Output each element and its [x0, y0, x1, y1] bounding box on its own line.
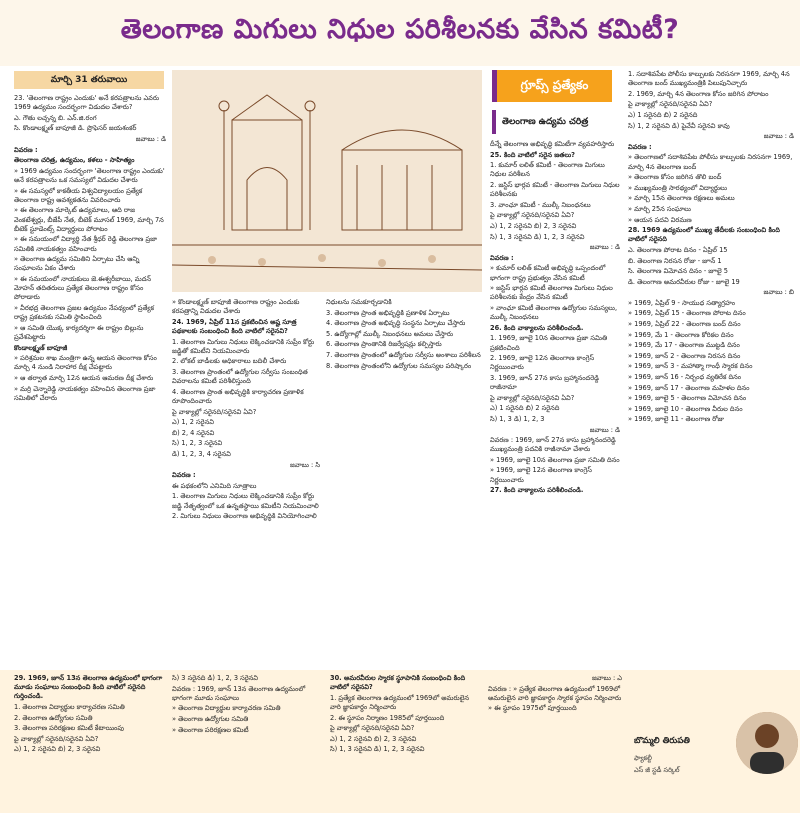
prompt: పై వాక్యాల్లో సరైనది/సరైనవి ఏవి? — [330, 724, 415, 733]
option-line: సి) 1, 3 డి) 1, 2, 3 — [490, 414, 545, 423]
answer: జవాబు : డి — [135, 134, 166, 143]
bullet: » ఈ తెలంగాణ మార్కెట్ ఉద్యమాలు, ఆది రాజ వెంకటేశ్వర్లు, బీజేపీ నేత, బీటెక్ మూసల్ 1969, మార్చి 7న బీటెక్ స్టూడెంట్స్ విద్యార్థులు పోరాటం — [14, 206, 164, 233]
question-24: 24. 1969, ఏప్రిల్ 11న ప్రకటించిన అష్ట సూత్ర పథకాలకు సంబంధించి కింది వాటిలో సరైనవి? — [172, 317, 297, 335]
statement: 3. తెలంగాణ పరిరక్షణల కమిటీ కేటాయింపు — [14, 724, 124, 733]
option-line: డి) 1, 2, 3, 4 సరైనవి — [172, 449, 231, 458]
bullet: » ఆయన పదవి విరమణ — [628, 215, 692, 224]
option-line: ఎ) 1, 2 సరైనవి బి) 2, 3 సరైనవి — [14, 745, 101, 754]
statement: 1. తెలంగాణ మిగులు నిధులు లెక్కించడానికి సుప్రీం కోర్టు జడ్జితో కమిటీని నియమించారు — [172, 337, 315, 355]
bottom-column-2 — [172, 674, 322, 810]
prompt: పై వాక్యాల్లో సరైనది/సరైనవి ఏవి? — [490, 393, 575, 402]
option-line: సి) 1, 3 సరైనవి డి) 1, 2, 3 సరైనవి — [490, 232, 585, 241]
answer: జవాబు : డి — [763, 132, 794, 141]
subheading: తెలంగాణ చరిత్ర, ఉద్యమం, కళలు - సాహిత్యం — [14, 156, 135, 165]
bullet: » తెలంగాణ ఉద్యమ సమితిని ఏర్పాటు చేసి ఆన్ని సంఘాలను ఏకం చేశారు — [14, 255, 140, 273]
bullet: » 1969 ఉద్యమం సందర్భంగా 'తెలంగాణ రాష్ట్రం ఎందుకు' అనే కరపత్రాలను ఒక సమస్యలో విడుదల చేశారు — [14, 166, 165, 184]
option-line: సి. తెలంగాణ విమోచన దినం - జూలై 5 — [628, 267, 728, 276]
bullet: » 1969, జూన్ 3 - మహాత్మా గాంధీ స్మారక దినం — [628, 362, 753, 371]
bullet: » తెలంగాణలో సదాశివపేట పోలీసు కాల్పులకు నిరసనగా 1969, మార్చి 4న తెలంగాణ బంద్ — [628, 153, 793, 171]
statement: 3. 1969, జూన్ 27న కాసు బ్రహ్మానందరెడ్డి రాజీనామా — [490, 373, 599, 392]
explanation: వివరణ : 1969, జూన్ 27న కాసు బ్రహ్మానందరెడ్డి ముఖ్యమంత్రి పదవికి రాజీనామా చేశారు — [490, 436, 616, 454]
bottom-column-1 — [14, 674, 164, 810]
bullet: » 1969, జూలై 10న తెలంగాణ ప్రజా సమితి దినం — [490, 455, 620, 464]
bullet: » ఈ సమయంలో విద్యార్థి నేత శ్రీధర్ రెడ్డి తెలంగాణ ప్రజా సమితికి నాయకత్వం వహించారు — [14, 235, 158, 253]
bullet: » జస్టిస్ భార్గవ కమిటీ తెలంగాణ మిగులు నిధుల పరిశీలనకు కేంద్రం వేసిన కమిటీ — [490, 284, 613, 302]
statement: 8. తెలంగాణ ప్రాంతంలోని ఉద్యోగుల సమస్యల పరిష్కారం — [326, 361, 472, 370]
option-line: ఎ) 1, 2 సరైనవి బి) 2, 3 సరైనవి — [490, 221, 577, 230]
explanation-label: వివరణ : — [172, 471, 196, 480]
option-line: సి) 1, 2, 3 సరైనవి — [172, 439, 223, 448]
statement: 1. తెలంగాణ విద్యార్థుల కార్యాచరణ సమితి — [14, 703, 125, 711]
statement: 2. ఈ స్థూపం నిర్మాణం 1985లో పూర్తయింది — [330, 713, 445, 722]
option-line: బి. తెలంగాణ నిరసన రోజు - జూన్ 1 — [628, 256, 722, 265]
explanation-label: వివరణ : — [14, 145, 38, 154]
bullet: » 1969, ఏప్రిల్ 22 - తెలంగాణ బంద్ దినం — [628, 320, 741, 329]
bullet: » వీరభద్ర తెలంగాణ ప్రజల ఉద్యమం నేపథ్యంలో ప్రత్యేక రాష్ట్ర ప్రకటనకు సమితి స్థాపించింది — [14, 303, 155, 322]
statement: 2. జస్టిస్ భార్గవ కమిటీ - తెలంగాణ మిగులు నిధుల పరిశీలనకు — [490, 180, 620, 199]
author-box — [628, 708, 800, 812]
prompt: పై వాక్యాల్లో సరైనది/సరైనవి ఏవి? — [172, 407, 257, 416]
statement: 2. 1969, జూలై 12న తెలంగాణ కాంగ్రెస్ నిర్ణయించారు — [490, 354, 595, 372]
option-line: సి. కొండాలక్ష్మణ్ బాపూజీ డి. ప్రొఫెసర్ జయశంకర్ — [14, 124, 137, 133]
bullet: » 1969, జూలై 12న తెలంగాణ కాంగ్రెస్ నిర్ణయించారు — [490, 466, 592, 484]
option-line: ఎ) 1 సరైనది బి) 2 సరైనది — [490, 404, 560, 413]
bullet: » పరిశ్రమల శాఖ మంత్రిగా ఉన్న ఆయన తెలంగాణ కోసం మార్చి 4 నుండి నిరాహార దీక్ష చేపట్టారు — [14, 354, 157, 372]
bullet: » 1969, మే 17 - తెలంగాణ ముట్టడి దినం — [628, 341, 740, 350]
option-line: ఎ) 1 సరైనది బి) 2 సరైనది — [628, 110, 698, 119]
statement: 5. ఉద్యోగాల్లో ముల్కీ నిబంధనలు అమలు చేస్తారు — [326, 329, 454, 338]
charminar-illustration — [172, 70, 482, 292]
option-line: డి. తెలంగాణ అమరవీరుల రోజు - జూలై 19 — [628, 277, 740, 286]
option-line: సి) 3 సరైనది డి) 1, 2, 3 సరైనవి — [172, 674, 258, 682]
groups-special-badge: గ్రూప్స్ ప్రత్యేకం — [492, 70, 612, 102]
column-4 — [490, 140, 620, 666]
explanation: వివరణ : 1969, జూన్ 13న తెలంగాణ ఉద్యమంలో భాగంగా మూడు సంఘాలు — [172, 684, 306, 702]
statement: 3. తెలంగాణ ప్రాంతంలో ఉద్యోగుల సర్వీసు సంబంధిత వివరాలను కమిటీ పరిశీలిస్తుంది — [172, 367, 308, 386]
statement: 1. సదాశివపేట పోలీసు కాల్పులకు నిరసనగా 1969, మార్చి 4న తెలంగాణ బంద్ ముఖ్యమంత్రికి పిలుపునిచ్చారు — [628, 70, 790, 88]
answer: జవాబు : డి — [589, 243, 620, 252]
statement: 2. తెలంగాణ ఉద్యోగుల సమితి — [14, 713, 93, 722]
bullet: » 1969, ఏప్రిల్ 9 - సాయుధ సత్యాగ్రహం — [628, 298, 736, 307]
bullet: » ఈ స్థూపం 1975లో పూర్తయింది — [488, 704, 577, 713]
statement: 4. తెలంగాణ ప్రాంత అభివృద్ధి సంస్థను ఏర్పాటు చేస్తారు — [326, 319, 466, 328]
question-25: 25. కింది వాటిలో సరైన జతలు? — [490, 150, 575, 159]
statement: 2. మిగులు నిధులు తెలంగాణ అభివృద్ధికి వినియోగించాలి — [172, 512, 317, 521]
bullet: » మార్చి 25న సంఘాలు — [628, 204, 691, 213]
bullet: » తెలంగాణ కోసం జరిగిన తొలి బంద్ — [628, 173, 722, 182]
subheading: ఈ పథకంలోని ఎనిమిది సూత్రాలు — [172, 481, 257, 490]
statement: 2. 1969, మార్చి 4న తెలంగాణ కోసం జరిగిన పోరాటం — [628, 89, 769, 98]
bullet: » ఆ సమితి యొక్క కార్యదర్శిగా ఈ రాష్ట్రం బిల్లును ప్రవేశపెట్టారు — [14, 323, 144, 341]
headline-banner — [0, 0, 800, 66]
section-tag: మార్చి 31 తరువాయి — [14, 71, 164, 89]
explanation: వివరణ : » ప్రత్యేక తెలంగాణ ఉద్యమంలో 1969లో అమరులైన వారి జ్ఞాపకార్థం స్మారక స్థూపం నిర్మించారు — [488, 684, 622, 702]
bottom-column-4 — [488, 674, 622, 810]
author-name: బొమ్మలి తిరుపతి — [634, 736, 690, 746]
bullet: » మార్చి 15న తెలంగాణ రక్షణలు అమలు — [628, 194, 735, 203]
statement: 1. తెలంగాణ మిగులు నిధులు లెక్కించడానికి సుప్రీం కోర్టు జడ్జి నేతృత్వంలో ఒక ఉన్నతస్థాయి కమిటీని నియమించాలి — [172, 492, 319, 510]
sketch-image — [172, 70, 482, 292]
series-title: తెలంగాణ ఉద్యమ చరిత్ర — [492, 110, 607, 134]
author-role: ఫ్యాకల్టీ — [634, 754, 652, 762]
bullet: » 1969, జూన్ 16 - నిర్బంధ వ్యతిరేక దినం — [628, 373, 742, 382]
bullet: » 1969, ఏప్రిల్ 15 - తెలంగాణ పోరాట దినం — [628, 309, 746, 318]
author-photo — [736, 712, 798, 774]
statement: 3. తెలంగాణ ప్రాంత అభివృద్ధికి ప్రణాళిక ఏర్పాటు — [326, 308, 450, 317]
bullet: » 1969, జూలై 10 - తెలంగాణ వీరుల దినం — [628, 404, 743, 413]
prompt: పై వాక్యాల్లో సరైనది/సరైనవి ఏవి? — [490, 211, 575, 220]
answer: జవాబు : సి — [290, 460, 320, 469]
prompt: పై వాక్యాల్లో సరైనది/సరైనవి ఏవి? — [14, 734, 99, 743]
statement: 7. తెలంగాణ ప్రాంతంలో ఉద్యోగుల సర్వీసు అంశాలు పరిశీలన — [326, 350, 481, 359]
statement: 1. కుమార్ లలిత్ కమిటీ - తెలంగాణ మిగులు నిధుల పరిశీలన — [490, 161, 605, 179]
bullet: » వాంఛూ కమిటీ తెలంగాణ ఉద్యోగుల సమస్యలు, ముల్కీ నిబంధనలు — [490, 303, 618, 322]
avatar-icon — [736, 712, 798, 774]
statement: 2. లోకల్ బాడీలకు అధికారాలు బదిలీ చేశారు — [172, 357, 287, 366]
statement: 1. 1969, జూలై 10న తెలంగాణ ప్రజా సమితి ప్రకటించింది — [490, 334, 608, 352]
statement: నిధులను సమకూర్చడానికి — [326, 298, 392, 306]
subheading: కొండాలక్ష్మణ్ బాపూజీ — [14, 343, 68, 352]
question-29: 29. 1969, జూన్ 13న తెలంగాణ ఉద్యమంలో భాగంగా మూడు సంఘాలు సంబంధించి కింది వాటిలో సరైనది గుర్తించండి. — [14, 674, 163, 701]
question-28: 28. 1969 ఉద్యమంలో ముఖ్య తేదీలకు సంబంధించి కింది వాటిలో సరైనది — [628, 226, 780, 244]
bullet: » ఈ సమయంలో నాయకులు జె.ఈశ్వరీబాయి, మదన్ మోహన్ తదితరులు ప్రత్యేక తెలంగాణ రాష్ట్రం కోసం పోరాడారు — [14, 274, 152, 302]
column-5 — [628, 70, 794, 666]
headline: తెలంగాణ మిగులు నిధుల పరిశీలనకు వేసిన కమిటీ? — [120, 14, 680, 45]
bullet: » తెలంగాణ విద్యార్థుల కార్యాచరణ సమితి — [172, 704, 281, 713]
option-line: ఎ) 1, 2 సరైనవి బి) 2, 3 సరైనవి — [330, 734, 417, 743]
bullet: » కొండాలక్ష్మణ్ బాపూజీ తెలంగాణ రాష్ట్రం ఎందుకు కరపత్రాన్ని విడుదల చేశారు — [172, 298, 300, 316]
bullet: » ఈ సమస్యలో కాకతీయ విశ్వవిద్యాలయం ప్రత్యేక తెలంగాణ రాష్ట్ర ఆవశ్యకతను వివరించారు — [14, 186, 143, 204]
bullet: » మర్రి చెన్నారెడ్డి నాయకత్వం వహించిన తెలంగాణ ప్రజా సమితిలో చేరారు — [14, 384, 156, 402]
question-27: 27. కింది వాక్యాలను పరిశీలించండి. — [490, 486, 584, 495]
answer: జవాబు : డి — [589, 425, 620, 434]
bullet: » 1969, జూన్ 2 - తెలంగాణ నిరసన దినం — [628, 351, 741, 360]
question-23: 23. 'తెలంగాణ రాష్ట్రం ఎందుకు' అనే కరపత్రాలను ఎవరు 1969 ఉద్యమం సందర్భంగా విడుదల చేశారు? — [14, 94, 160, 112]
bullet: » 1969, జూలై 11 - తెలంగాణ రోజు — [628, 415, 724, 424]
statement: దీన్నే తెలంగాణ అభివృద్ధి కమిటీగా వ్యవహరిస్తారు — [490, 140, 615, 148]
bottom-column-3 — [330, 674, 480, 810]
statement: 1. ప్రత్యేక తెలంగాణ ఉద్యమంలో 1969లో అమరులైన వారి జ్ఞాపకార్థం నిర్మించారు — [330, 693, 469, 711]
author-affiliation: ఎస్ జీ స్టడీ సర్కిల్ — [634, 766, 680, 774]
explanation-label: వివరణ : — [628, 142, 652, 151]
bullet: » తెలంగాణ పరిరక్షణల కమిటీ — [172, 725, 249, 734]
explanation-label: వివరణ : — [490, 253, 514, 262]
option-line: ఎ. తెలంగాణ పోరాట దినం - ఏప్రిల్ 15 — [628, 245, 728, 254]
option-line: సి) 1, 2 సరైనవి డి) పైవేవీ సరైనవి కావు — [628, 121, 730, 130]
bullet: » 1969, జూన్ 17 - తెలంగాణ మహిళల దినం — [628, 383, 750, 392]
bullet: » ముఖ్యమంత్రి సారథ్యంలో విద్యార్థులు — [628, 183, 728, 192]
statement: 6. తెలంగాణ ప్రాంతానికి రిజర్వేషన్లు కల్పిస్తారు — [326, 340, 442, 349]
bullet: » తెలంగాణ ఉద్యోగుల సమితి — [172, 714, 249, 723]
option-line: సి) 1, 3 సరైనవి డి) 1, 2, 3 సరైనవి — [330, 745, 425, 754]
question-26: 26. కింది వాక్యాలను పరిశీలించండి. — [490, 323, 584, 332]
bullet: » ఆ తర్వాత మార్చి 12న ఆయన ఆమరణ దీక్ష చేశారు — [14, 373, 154, 382]
question-30: 30. అమరవీరుల స్మారక స్థూపానికి సంబంధించి కింది వాటిలో సరైనవి? — [330, 674, 466, 692]
column-3 — [326, 298, 482, 666]
column-2 — [172, 298, 320, 666]
bullet: » 1969, జూలై 5 - తెలంగాణ విమోచన దినం — [628, 394, 747, 403]
answer: జవాబు : బి — [763, 288, 794, 297]
statement: 4. తెలంగాణ ప్రాంత అభివృద్ధికి కార్యాచరణ ప్రణాళిక రూపొందించారు — [172, 387, 304, 405]
option-line: ఎ) 1, 2 సరైనవి — [172, 418, 214, 427]
option-line: ఎ. గౌతు లచ్చన్న బి. ఎన్.జి.రంగ — [14, 113, 97, 122]
option-line: బి) 2, 4 సరైనవి — [172, 428, 215, 437]
statement: 3. వాంఛూ కమిటీ - ముల్కీ నిబంధనలు — [490, 200, 591, 209]
bullet: » కుమార్ లలిత్ కమిటీ అభివృద్ధి ఒప్పందంలో భాగంగా రాష్ట్ర ప్రభుత్వం వేసిన కమిటీ — [490, 264, 606, 282]
answer: జవాబు : ఎ — [591, 674, 622, 682]
prompt: పై వాక్యాల్లో సరైనది/సరైనవి ఏవి? — [628, 100, 713, 109]
column-1 — [14, 94, 166, 666]
bullet: » 1969, మే 1 - తెలంగాణ కోరికల దినం — [628, 330, 734, 339]
